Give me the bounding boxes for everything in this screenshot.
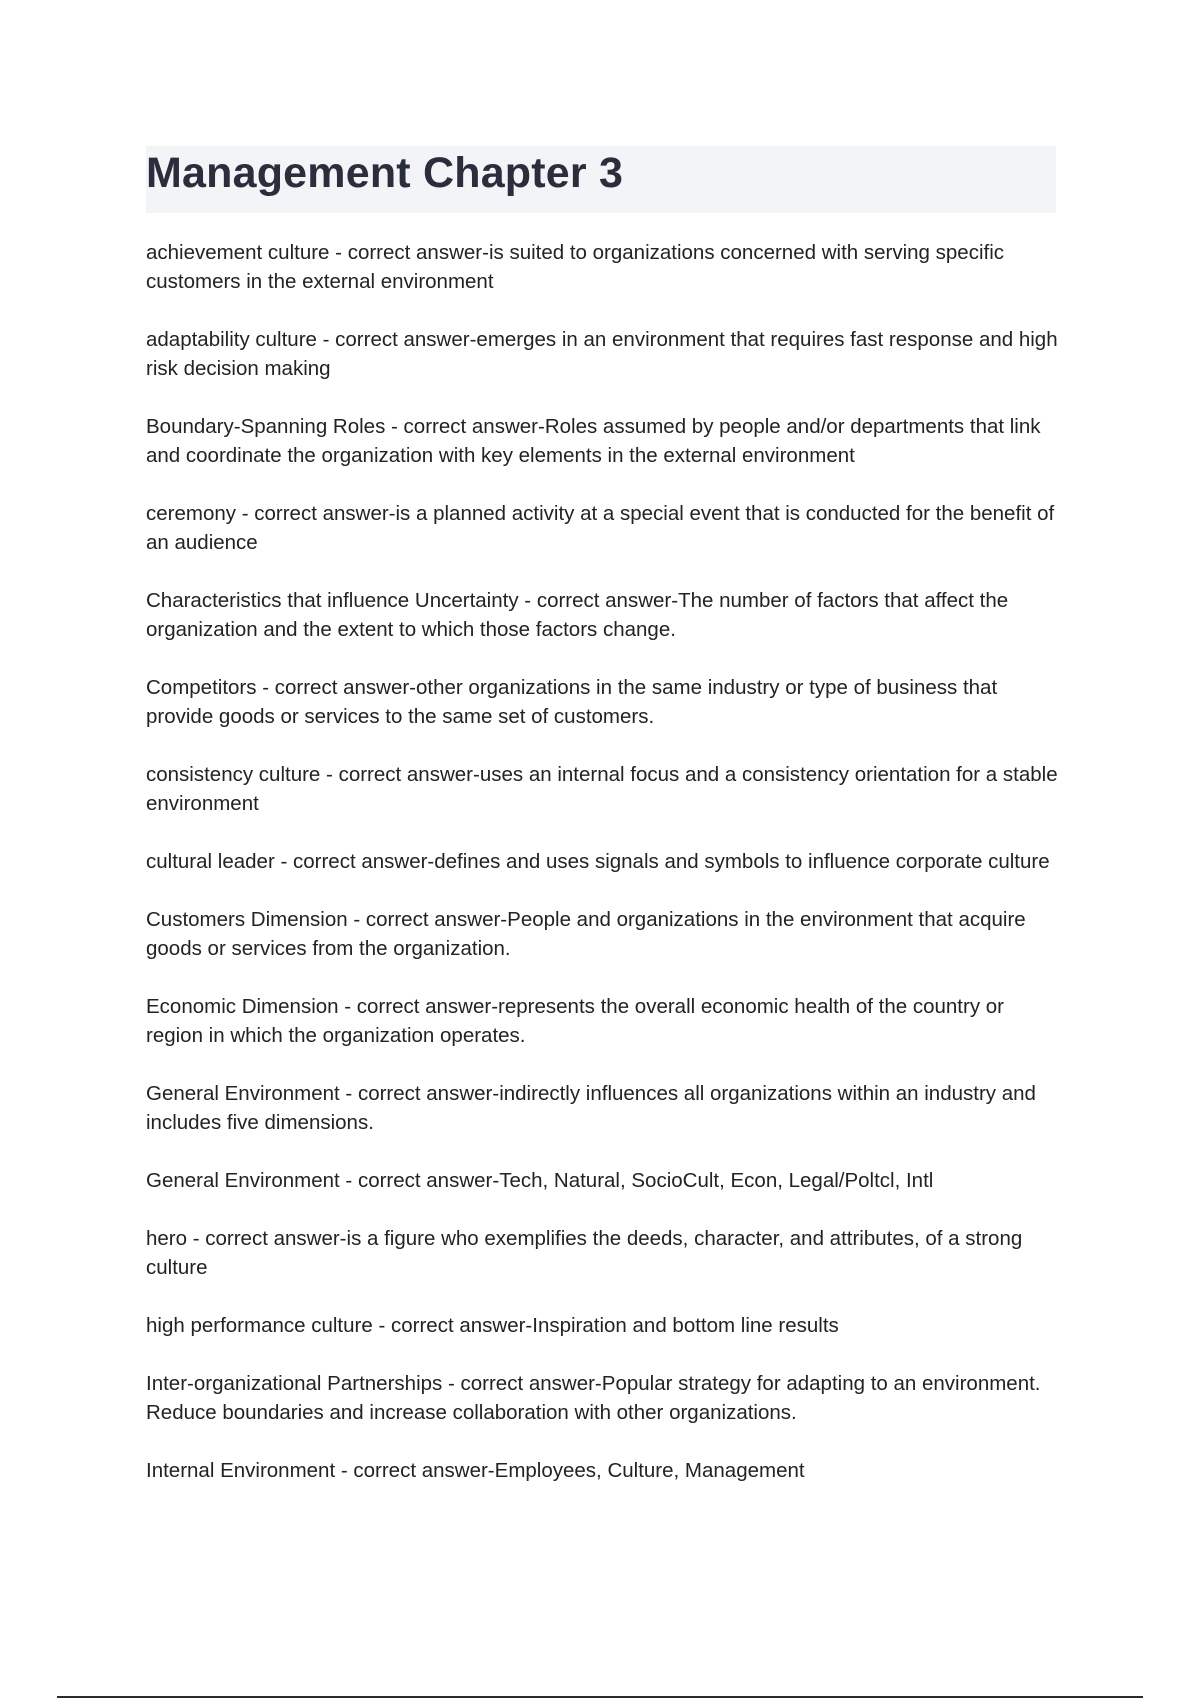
entry-term: Competitors -	[146, 676, 275, 699]
entry-answer-prefix: correct answer-	[356, 995, 499, 1018]
flashcard-entry	[146, 1079, 1066, 1137]
entry-term: ceremony -	[146, 502, 254, 525]
entry-answer-prefix: correct answer-	[353, 1459, 495, 1482]
entry-answer-prefix: correct answer-	[357, 1082, 500, 1105]
entry-term: Internal Environment -	[146, 1459, 353, 1482]
flashcard-entry	[146, 905, 1066, 963]
entry-definition: Roles assumed by people and/or departments that link and coordinate the organization with key elements in the external environment	[146, 415, 1041, 467]
flashcard-entry	[146, 1166, 1066, 1195]
entry-term: adaptability culture -	[146, 328, 335, 351]
entry-answer-prefix: correct answer-	[390, 1314, 533, 1337]
entry-term: Economic Dimension -	[146, 995, 357, 1018]
entry-definition: defines and uses signals and symbols to influence corporate culture	[434, 850, 1050, 873]
flashcard-entry	[146, 1224, 1066, 1282]
entry-answer-prefix: correct answer-	[292, 850, 435, 873]
entry-answer-prefix: correct answer-	[365, 908, 508, 931]
entry-definition: indirectly influences all organizations within an industry and includes five dimensions.	[146, 1082, 1036, 1134]
entry-term: hero -	[146, 1227, 205, 1250]
page-bottom-rule	[57, 1696, 1143, 1698]
entry-term: General Environment -	[146, 1082, 358, 1105]
entry-term: Inter-organizational Partnerships -	[146, 1372, 461, 1395]
entry-definition: uses an internal focus and a consistency orientation for a stable environment	[146, 763, 1058, 815]
flashcard-entry	[146, 760, 1066, 818]
flashcard-entry	[146, 1456, 1066, 1485]
entry-definition: is suited to organizations concerned with serving specific customers in the external environment	[146, 241, 1004, 293]
flashcard-entry	[146, 847, 1066, 876]
flashcard-entry	[146, 238, 1066, 296]
entry-answer-prefix: correct answer-	[205, 1227, 347, 1250]
flashcard-entry	[146, 673, 1066, 731]
entry-definition: represents the overall economic health of the country or region in which the organization operates.	[146, 995, 1004, 1047]
entry-term: high performance culture -	[146, 1314, 391, 1337]
entry-term: achievement culture -	[146, 241, 348, 264]
entry-term: Boundary-Spanning Roles -	[146, 415, 404, 438]
entry-answer-prefix: correct answer-	[357, 1169, 500, 1192]
entry-answer-prefix: correct answer-	[335, 328, 477, 351]
entry-definition: emerges in an environment that requires fast response and high risk decision making	[146, 328, 1058, 380]
entry-answer-prefix: correct answer-	[403, 415, 545, 438]
entry-term: consistency culture -	[146, 763, 339, 786]
flashcard-entry	[146, 586, 1066, 644]
flashcard-entry	[146, 325, 1066, 383]
flashcard-list	[146, 238, 1066, 1514]
entry-definition: Popular strategy for adapting to an environment. Reduce boundaries and increase collaboration with other organizations.	[146, 1372, 1041, 1424]
entry-definition: Tech, Natural, SocioCult, Econ, Legal/Poltcl, Intl	[499, 1169, 934, 1192]
entry-definition: is a planned activity at a special event that is conducted for the benefit of an audience	[146, 502, 1055, 554]
entry-term: Characteristics that influence Uncertainty -	[146, 589, 537, 612]
flashcard-entry	[146, 992, 1066, 1050]
entry-answer-prefix: correct answer-	[460, 1372, 602, 1395]
title-band	[146, 146, 1056, 213]
flashcard-entry	[146, 412, 1066, 470]
entry-term: cultural leader -	[146, 850, 293, 873]
entry-definition: People and organizations in the environment that acquire goods or services from the organization.	[146, 908, 1026, 960]
entry-term: Customers Dimension -	[146, 908, 366, 931]
page-title: Management Chapter 3	[146, 149, 624, 197]
entry-answer-prefix: correct answer-	[347, 241, 489, 264]
flashcard-entry	[146, 499, 1066, 557]
flashcard-entry	[146, 1311, 1066, 1340]
entry-answer-prefix: correct answer-	[254, 502, 396, 525]
entry-answer-prefix: correct answer-	[536, 589, 679, 612]
entry-answer-prefix: correct answer-	[274, 676, 416, 699]
entry-definition: other organizations in the same industry or type of business that provide goods or services to the same set of customers.	[146, 676, 998, 728]
entry-definition: is a figure who exemplifies the deeds, character, and attributes, of a strong culture	[146, 1227, 1023, 1279]
entry-term: General Environment -	[146, 1169, 358, 1192]
entry-definition: Employees, Culture, Management	[494, 1459, 805, 1482]
entry-definition: The number of factors that affect the organization and the extent to which those factors change.	[146, 589, 1009, 641]
entry-definition: Inspiration and bottom line results	[532, 1314, 839, 1337]
flashcard-entry	[146, 1369, 1066, 1427]
entry-answer-prefix: correct answer-	[338, 763, 480, 786]
